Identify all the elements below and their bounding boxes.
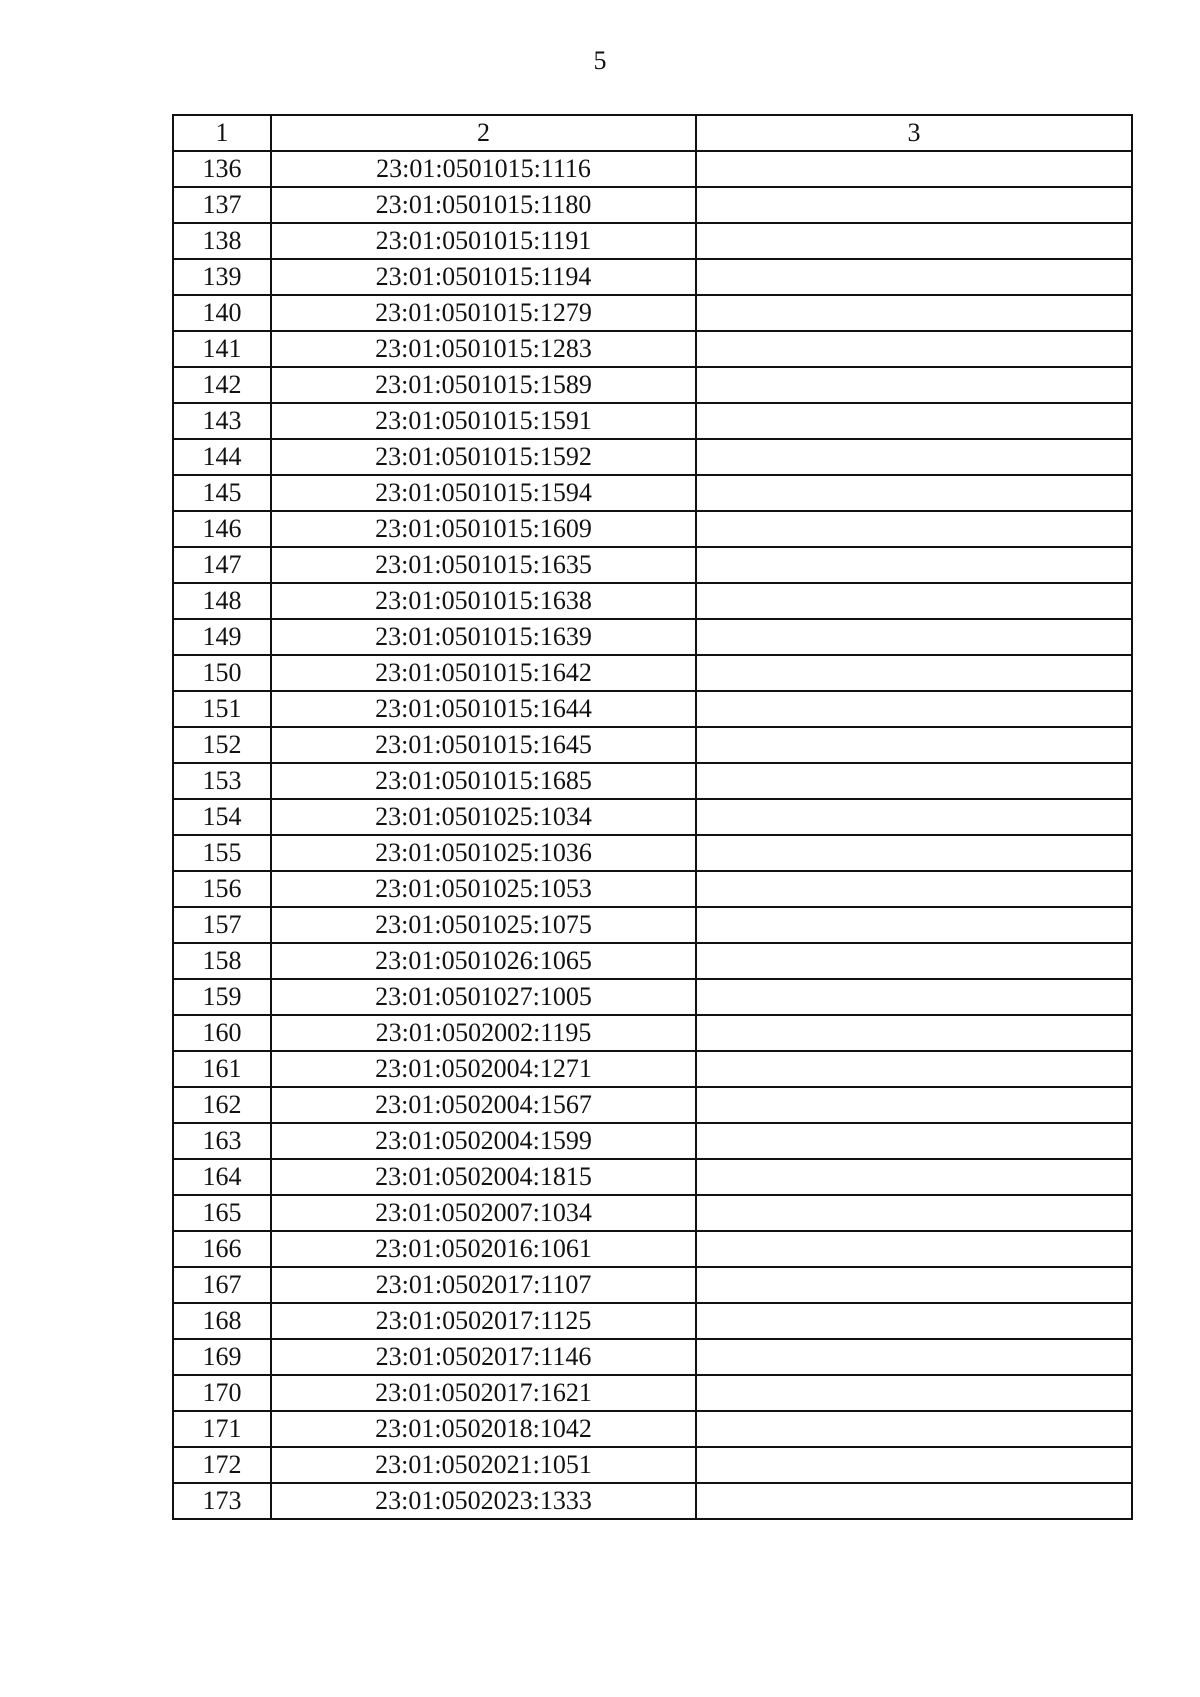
table-row bbox=[173, 1411, 1132, 1447]
notes-cell bbox=[696, 583, 1132, 619]
table-row bbox=[173, 151, 1132, 187]
table-row bbox=[173, 1303, 1132, 1339]
table-row bbox=[173, 223, 1132, 259]
cadastral-number-cell: 23:01:0501015:1194 bbox=[271, 259, 696, 295]
cadastral-number-cell: 23:01:0501015:1642 bbox=[271, 655, 696, 691]
notes-cell bbox=[696, 1195, 1132, 1231]
cadastral-number-cell: 23:01:0501015:1644 bbox=[271, 691, 696, 727]
cadastral-number-cell: 23:01:0501025:1075 bbox=[271, 907, 696, 943]
row-number-cell: 140 bbox=[173, 295, 271, 331]
notes-cell bbox=[696, 439, 1132, 475]
row-number-cell: 158 bbox=[173, 943, 271, 979]
cadastral-number-cell: 23:01:0502004:1271 bbox=[271, 1051, 696, 1087]
notes-cell bbox=[696, 403, 1132, 439]
table-row bbox=[173, 655, 1132, 691]
cadastral-number-cell: 23:01:0501015:1279 bbox=[271, 295, 696, 331]
table-row bbox=[173, 799, 1132, 835]
row-number-cell: 141 bbox=[173, 331, 271, 367]
table-row bbox=[173, 691, 1132, 727]
table-row bbox=[173, 1483, 1132, 1519]
cadastral-number-cell: 23:01:0501015:1116 bbox=[271, 151, 696, 187]
cadastral-number-cell: 23:01:0502017:1146 bbox=[271, 1339, 696, 1375]
notes-cell bbox=[696, 979, 1132, 1015]
notes-cell bbox=[696, 1087, 1132, 1123]
notes-cell bbox=[696, 367, 1132, 403]
notes-cell bbox=[696, 1411, 1132, 1447]
row-number-cell: 166 bbox=[173, 1231, 271, 1267]
notes-cell bbox=[696, 331, 1132, 367]
table-row bbox=[173, 475, 1132, 511]
notes-cell bbox=[696, 619, 1132, 655]
cadastral-number-cell: 23:01:0501015:1589 bbox=[271, 367, 696, 403]
row-number-cell: 149 bbox=[173, 619, 271, 655]
table-row bbox=[173, 511, 1132, 547]
notes-cell bbox=[696, 655, 1132, 691]
table-row bbox=[173, 1195, 1132, 1231]
row-number-cell: 146 bbox=[173, 511, 271, 547]
header-cell-3: 3 bbox=[696, 115, 1132, 151]
table-row bbox=[173, 763, 1132, 799]
cadastral-number-cell: 23:01:0501015:1645 bbox=[271, 727, 696, 763]
row-number-cell: 171 bbox=[173, 1411, 271, 1447]
cadastral-number-cell: 23:01:0501027:1005 bbox=[271, 979, 696, 1015]
notes-cell bbox=[696, 1015, 1132, 1051]
row-number-cell: 155 bbox=[173, 835, 271, 871]
cadastral-number-cell: 23:01:0502021:1051 bbox=[271, 1447, 696, 1483]
row-number-cell: 168 bbox=[173, 1303, 271, 1339]
row-number-cell: 142 bbox=[173, 367, 271, 403]
table-row bbox=[173, 835, 1132, 871]
cadastral-number-cell: 23:01:0501015:1594 bbox=[271, 475, 696, 511]
cadastral-number-cell: 23:01:0501015:1685 bbox=[271, 763, 696, 799]
table-row bbox=[173, 943, 1132, 979]
table-row bbox=[173, 367, 1132, 403]
table-row bbox=[173, 1339, 1132, 1375]
cadastral-number-cell: 23:01:0501015:1591 bbox=[271, 403, 696, 439]
notes-cell bbox=[696, 187, 1132, 223]
page-number: 5 bbox=[593, 46, 607, 75]
notes-cell bbox=[696, 1483, 1132, 1519]
notes-cell bbox=[696, 1123, 1132, 1159]
table-header-row bbox=[173, 115, 1132, 151]
cadastral-number-cell: 23:01:0502004:1599 bbox=[271, 1123, 696, 1159]
row-number-cell: 139 bbox=[173, 259, 271, 295]
notes-cell bbox=[696, 871, 1132, 907]
row-number-cell: 162 bbox=[173, 1087, 271, 1123]
cadastral-number-cell: 23:01:0502016:1061 bbox=[271, 1231, 696, 1267]
notes-cell bbox=[696, 1051, 1132, 1087]
table-body bbox=[173, 115, 1132, 1519]
table-row bbox=[173, 1015, 1132, 1051]
table-row bbox=[173, 259, 1132, 295]
data-table bbox=[172, 114, 1133, 1520]
row-number-cell: 136 bbox=[173, 151, 271, 187]
cadastral-number-cell: 23:01:0501015:1191 bbox=[271, 223, 696, 259]
row-number-cell: 157 bbox=[173, 907, 271, 943]
notes-cell bbox=[696, 259, 1132, 295]
table-row bbox=[173, 1123, 1132, 1159]
row-number-cell: 138 bbox=[173, 223, 271, 259]
row-number-cell: 169 bbox=[173, 1339, 271, 1375]
row-number-cell: 148 bbox=[173, 583, 271, 619]
cadastral-number-cell: 23:01:0501015:1638 bbox=[271, 583, 696, 619]
notes-cell bbox=[696, 295, 1132, 331]
table-row bbox=[173, 1267, 1132, 1303]
row-number-cell: 145 bbox=[173, 475, 271, 511]
header-cell-2: 2 bbox=[271, 115, 696, 151]
table-row bbox=[173, 331, 1132, 367]
row-number-cell: 160 bbox=[173, 1015, 271, 1051]
notes-cell bbox=[696, 799, 1132, 835]
table-row bbox=[173, 1375, 1132, 1411]
notes-cell bbox=[696, 835, 1132, 871]
notes-cell bbox=[696, 943, 1132, 979]
cadastral-number-cell: 23:01:0502007:1034 bbox=[271, 1195, 696, 1231]
row-number-cell: 151 bbox=[173, 691, 271, 727]
table-row bbox=[173, 619, 1132, 655]
table-row bbox=[173, 871, 1132, 907]
row-number-cell: 143 bbox=[173, 403, 271, 439]
row-number-cell: 152 bbox=[173, 727, 271, 763]
table-row bbox=[173, 583, 1132, 619]
cadastral-number-cell: 23:01:0501026:1065 bbox=[271, 943, 696, 979]
table-row bbox=[173, 547, 1132, 583]
header-cell-1: 1 bbox=[173, 115, 271, 151]
notes-cell bbox=[696, 151, 1132, 187]
table-row bbox=[173, 403, 1132, 439]
row-number-cell: 161 bbox=[173, 1051, 271, 1087]
table-row bbox=[173, 1087, 1132, 1123]
row-number-cell: 156 bbox=[173, 871, 271, 907]
cadastral-number-cell: 23:01:0502018:1042 bbox=[271, 1411, 696, 1447]
cadastral-number-cell: 23:01:0501015:1639 bbox=[271, 619, 696, 655]
notes-cell bbox=[696, 691, 1132, 727]
cadastral-number-cell: 23:01:0502017:1621 bbox=[271, 1375, 696, 1411]
table-row bbox=[173, 439, 1132, 475]
notes-cell bbox=[696, 1375, 1132, 1411]
cadastral-number-cell: 23:01:0501015:1592 bbox=[271, 439, 696, 475]
notes-cell bbox=[696, 907, 1132, 943]
row-number-cell: 150 bbox=[173, 655, 271, 691]
notes-cell bbox=[696, 511, 1132, 547]
cadastral-number-cell: 23:01:0502017:1125 bbox=[271, 1303, 696, 1339]
table-row bbox=[173, 1159, 1132, 1195]
row-number-cell: 159 bbox=[173, 979, 271, 1015]
row-number-cell: 173 bbox=[173, 1483, 271, 1519]
cadastral-number-cell: 23:01:0501015:1635 bbox=[271, 547, 696, 583]
row-number-cell: 165 bbox=[173, 1195, 271, 1231]
cadastral-number-cell: 23:01:0501015:1609 bbox=[271, 511, 696, 547]
row-number-cell: 154 bbox=[173, 799, 271, 835]
row-number-cell: 167 bbox=[173, 1267, 271, 1303]
row-number-cell: 153 bbox=[173, 763, 271, 799]
notes-cell bbox=[696, 727, 1132, 763]
cadastral-number-cell: 23:01:0501015:1283 bbox=[271, 331, 696, 367]
cadastral-number-cell: 23:01:0501025:1053 bbox=[271, 871, 696, 907]
row-number-cell: 137 bbox=[173, 187, 271, 223]
notes-cell bbox=[696, 1447, 1132, 1483]
row-number-cell: 170 bbox=[173, 1375, 271, 1411]
cadastral-number-cell: 23:01:0501015:1180 bbox=[271, 187, 696, 223]
table-row bbox=[173, 295, 1132, 331]
cadastral-number-cell: 23:01:0501025:1036 bbox=[271, 835, 696, 871]
notes-cell bbox=[696, 1159, 1132, 1195]
cadastral-number-cell: 23:01:0502004:1567 bbox=[271, 1087, 696, 1123]
notes-cell bbox=[696, 547, 1132, 583]
row-number-cell: 163 bbox=[173, 1123, 271, 1159]
table-row bbox=[173, 727, 1132, 763]
notes-cell bbox=[696, 1303, 1132, 1339]
table-row bbox=[173, 1447, 1132, 1483]
row-number-cell: 172 bbox=[173, 1447, 271, 1483]
table-row bbox=[173, 187, 1132, 223]
cadastral-number-cell: 23:01:0502023:1333 bbox=[271, 1483, 696, 1519]
notes-cell bbox=[696, 763, 1132, 799]
notes-cell bbox=[696, 475, 1132, 511]
notes-cell bbox=[696, 1339, 1132, 1375]
notes-cell bbox=[696, 1231, 1132, 1267]
row-number-cell: 147 bbox=[173, 547, 271, 583]
notes-cell bbox=[696, 1267, 1132, 1303]
cadastral-number-cell: 23:01:0502017:1107 bbox=[271, 1267, 696, 1303]
table-row bbox=[173, 907, 1132, 943]
cadastral-number-cell: 23:01:0502004:1815 bbox=[271, 1159, 696, 1195]
table-row bbox=[173, 1051, 1132, 1087]
row-number-cell: 164 bbox=[173, 1159, 271, 1195]
notes-cell bbox=[696, 223, 1132, 259]
row-number-cell: 144 bbox=[173, 439, 271, 475]
cadastral-number-cell: 23:01:0502002:1195 bbox=[271, 1015, 696, 1051]
table-row bbox=[173, 979, 1132, 1015]
table-row bbox=[173, 1231, 1132, 1267]
cadastral-number-cell: 23:01:0501025:1034 bbox=[271, 799, 696, 835]
